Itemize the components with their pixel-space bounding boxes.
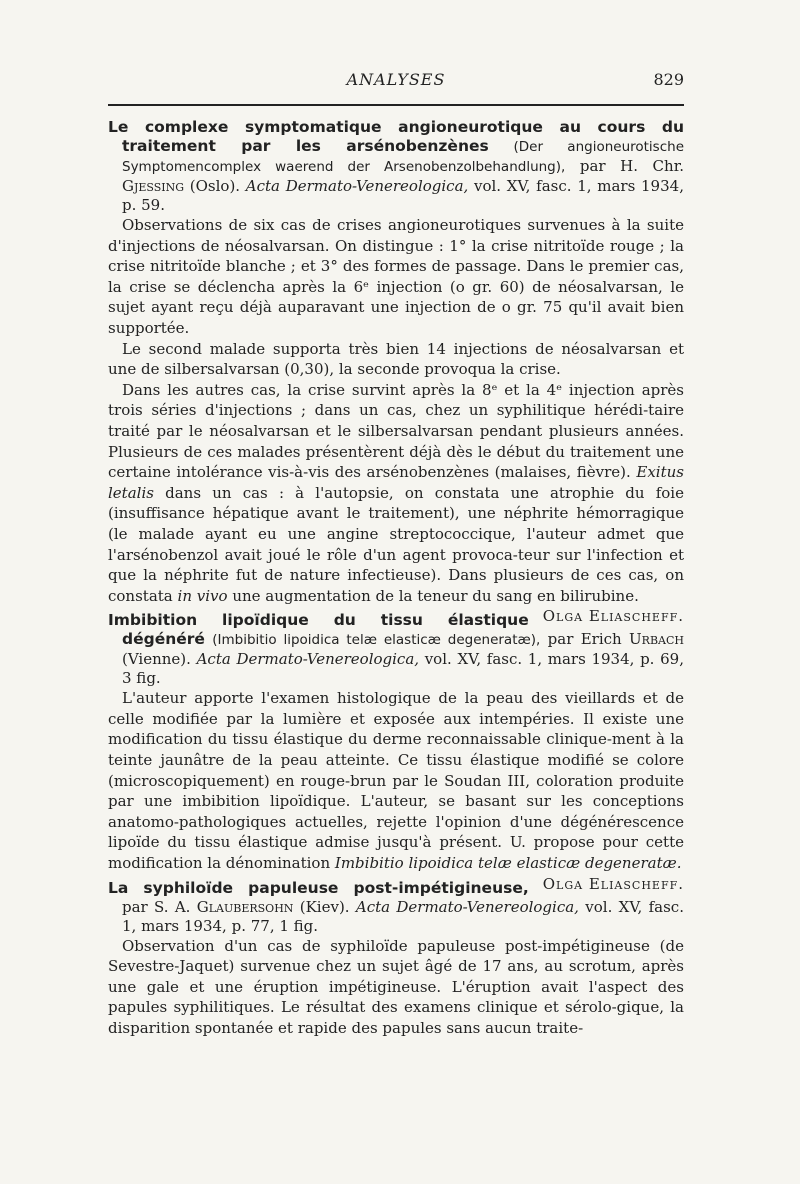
place: (Oslo).	[189, 177, 241, 195]
journal: Acta Dermato-Venereologica,	[245, 177, 469, 195]
journal: Acta Dermato-Venereologica,	[196, 650, 420, 669]
reference: vol. XV, fasc. 1, mars 1934, p. 69, 3 fig.	[122, 650, 684, 688]
article-title: La syphiloïde papuleuse post-impétigineuse,	[108, 878, 529, 897]
original-title: (Imbibitio lipoidica telæ elasticæ degeneratæ),	[212, 632, 541, 649]
paragraph	[108, 380, 684, 626]
italic-run: Exitus letalis	[108, 463, 684, 502]
article-title: Le complexe symptomatique angioneurotique au cours du traitement par les arsénobenzènes	[108, 118, 684, 155]
by-line: par Erich	[547, 630, 622, 649]
text-run: une augmentation de la teneur du sang en bilirubine.	[232, 586, 639, 605]
place: (Kiev).	[299, 897, 350, 916]
author: Gjessing	[122, 177, 185, 195]
running-title: ANALYSES	[346, 70, 446, 89]
author: Urbach	[629, 630, 684, 649]
signature: Olga Eliascheff.	[542, 874, 684, 893]
text-run: dans un cas : à l'autopsie, on constata une atrophie du foie (insuffisance hépatique avant le traitement), une néphrite hémorragique (le malade ayant eu une angine streptococcique, l'auteur admet que l'arsénobenzol avait joué le rôle d'un agent provoca-teur sur l'infection et que la néphrite fut de nature infectieuse). Dans plusieurs de ces cas, on constata	[108, 483, 684, 605]
original-title: (Der angioneurotische Symptomencomplex waerend der Arsenobenzolbehandlung),	[122, 139, 684, 175]
by-line: par S. A.	[122, 897, 191, 916]
article-title: Imbibition lipoïdique du tissu élastique dégénéré	[108, 611, 529, 649]
text-run: L'auteur apporte l'examen histologique de la peau des vieillards et de celle modifiée par la lumière et exposée aux intempéries. Il existe une modification du tissu élastique du derme reconnaissable clinique-ment à la teinte jaunâtre de la peau atteinte. Ce tissu élastique modifié se colore (microscopiquement) en rouge-brun par le Soudan III, coloration produite par une imbibition lipoïdique. L'auteur, se basant sur les conceptions anatomo-pathologiques actuelles, rejette l'opinion d'une dégénérescence lipoïde du tissu élastique admise jusqu'à présent. U. propose pour cette modification la dénomination	[108, 689, 684, 873]
article-heading	[108, 118, 684, 215]
paragraph: Observations de six cas de crises angioneurotiques survenues à la suite d'injections de néosalvarsan. On distingue : 1° la crise nitritoïde rouge ; la crise nitritoïde blanche ; et 3° des formes de passage. Dans le premier cas, la crise se déclencha après la 6ᵉ injection (o gr. 60) de néosalvarsan, le sujet ayant reçu déjà auparavant une injection de o gr. 75 qu'il avait bien supportée.	[108, 216, 684, 337]
reference: vol. XV, fasc. 1, mars 1934, p. 59.	[122, 177, 684, 214]
by-line: par H. Chr.	[579, 157, 684, 175]
running-head	[108, 58, 684, 98]
reference: vol. XV, fasc. 1, mars 1934, p. 77, 1 fig.	[122, 897, 684, 935]
italic-run: in vivo	[177, 586, 228, 605]
signature: Olga Eliascheff.	[542, 607, 684, 626]
page	[108, 58, 684, 1039]
text-run: Dans les autres cas, la crise survint après la 8ᵉ et la 4ᵉ injection après trois séries d'injections ; dans un cas, chez un syphilitique hérédi-taire traité par le néosalvarsan et le silbersalvarsan pendant plusieurs années. Plusieurs de ces malades présentèrent déjà dès le début du traitement une certaine intolérance vis-à-vis des arsénobenzènes (malaises, fièvre).	[108, 380, 684, 482]
author: Glaubersohn	[196, 897, 294, 916]
italic-run: Imbibitio lipoidica telæ elasticæ degeneratæ.	[334, 854, 682, 873]
place: (Vienne).	[122, 650, 191, 669]
paragraph: Le second malade supporta très bien 14 injections de néosalvarsan et une de silbersalvarsan (0,30), la seconde provoqua la crise.	[108, 339, 684, 379]
page-number: 829	[653, 70, 684, 89]
paragraph: Observation d'un cas de syphiloïde papuleuse post-impétigineuse (de Sevestre-Jaquet) survenue chez un sujet âgé de 17 ans, au scrotum, après une gale et une éruption impétigineuse. L'éruption avait l'aspect des papules syphilitiques. Le résultat des examens clinique et sérolo-gique, la disparition spontanée et rapide des papules sans aucun traite-	[108, 936, 684, 1037]
header-rule	[108, 104, 684, 106]
journal: Acta Dermato-Venereologica,	[355, 897, 579, 916]
